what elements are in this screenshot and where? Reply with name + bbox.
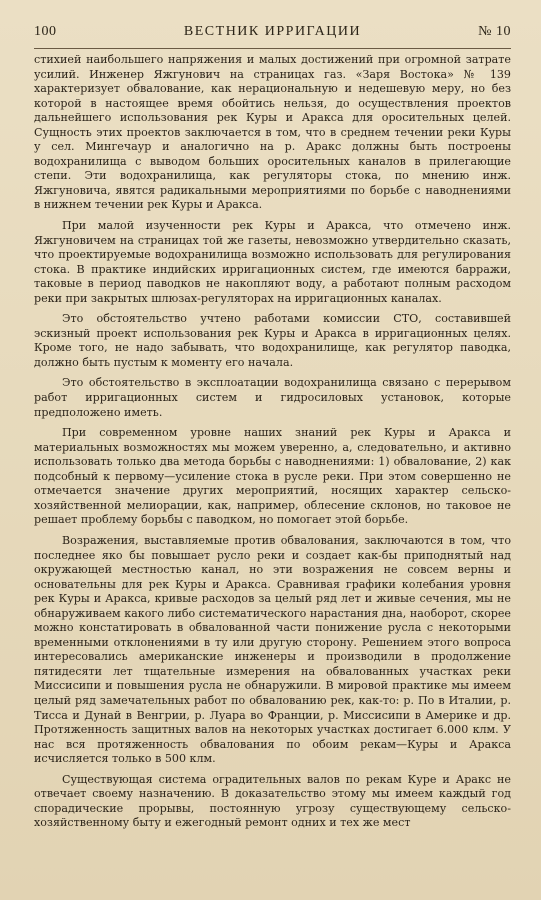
issue-number: № 10 (478, 24, 511, 39)
paragraph: Это обстоятельство учтено работами комиссии СТО, составившей эскизный проект использования рек Куры и Аракса в ирригационных целях. Кроме того, не надо забывать, что водохранилище, как регулятор паводка, должно быть пустым к моменту его начала. (34, 312, 511, 369)
journal-title: ВЕСТНИК ИРРИГАЦИИ (183, 24, 362, 39)
running-header (34, 24, 511, 44)
paragraph: стихией наибольшего напряжения и малых достижений при огромной затрате усилий. Инженер Яжгунович на страницах газ. «Заря Востока» № 139 характеризует обвалование, как нерациональную и недешевую меру, но без которой в настоящее время обойтись нельзя, до осуществления проектов дальнейшего использования рек Куры и Аракса для оросительных целей. Сущность этих проектов заключается в том, что в среднем течении реки Куры у сел. Мингечаур и аналогично на р. Аракс должны быть построены водохранилища с выводом больших оросительных каналов в прилегающие степи. Эти водохранилища, как регуляторы стока, по мнению инж. Яжгуновича, явятся радикальными мероприятиями по борьбе с наводнениями в нижнем течении рек Куры и Аракса. (34, 53, 511, 212)
paragraph: При малой изученности рек Куры и Аракса, что отмечено инж. Яжгуновичем на страницах той же газеты, невозможно утвердительно сказать, что проектируемые водохранилища возможно использовать для регулирования стока. В практике индийских ирригационных систем, где имеются барражи, таковые в период паводков не накопляют воду, а работают полным расходом реки при закрытых шлюзах-регуляторах на ирригационных каналах. (34, 219, 511, 305)
page-number: 100 (34, 24, 57, 39)
paragraph: Возражения, выставляемые против обвалования, заключаются в том, что последнее яко бы повышает русло реки и создает как-бы приподнятый над окружающей местностью канал, но эти возражения не совсем верны и основательны для рек Куры и Аракса. Сравнивая графики колебания уровня рек Куры и Аракса, кривые расходов за целый ряд лет и живые сечения, мы не обнаруживаем какого либо систематического нарастания дна, наоборот, скорее можно констатировать в обвалованной части понижение русла с некоторыми временными отклонениями в ту или другую сторону. Решением этого вопроса интересовались американские инженеры и производили в продолжение пятидесяти лет тщательные измерения на обвалованных участках реки Миссисипи и повышения русла не обнаружили. В мировой практике мы имеем целый ряд замечательных работ по обвалованию рек, как-то: р. По в Италии, р. Тисса и Дунай в Венгрии, р. Луара во Франции, р. Миссисипи в Америке и др. Протяженность защитных валов на некоторых участках достигает 6.000 клм. У нас вся протяженность обвалования по обоим рекам—Куры и Аракса исчисляется только в 500 клм. (34, 533, 511, 766)
paragraph: При современном уровне наших знаний рек Куры и Аракса и материальных возможностях мы можем уверенно, а, следовательно, и активно использовать только два метода борьбы с наводнениями: 1) обвалование, 2) как подсобный к первому—усиление стока в русле реки. При этом совершенно не отмечается значение других мероприятий, носящих характер сельско-хозяйственной мелиорации, как, например, облесение склонов, но таковое не решает проблему борьбы с паводком, но помогает этой борьбе. (34, 426, 511, 527)
paragraph: Это обстоятельство в эксплоатации водохранилища связано с перерывом работ ирригационных систем и гидросиловых установок, которые предположено иметь. (34, 376, 511, 419)
article-body (34, 53, 511, 831)
paragraph: Существующая система оградительных валов по рекам Куре и Аракс не отвечает своему назначению. В доказательство этому мы имеем каждый год спорадические прорывы, постоянную угрозу существующему сельско-хозяйственному быту и ежегодный ремонт одних и тех же мест (34, 772, 511, 830)
header-rule (34, 48, 511, 49)
